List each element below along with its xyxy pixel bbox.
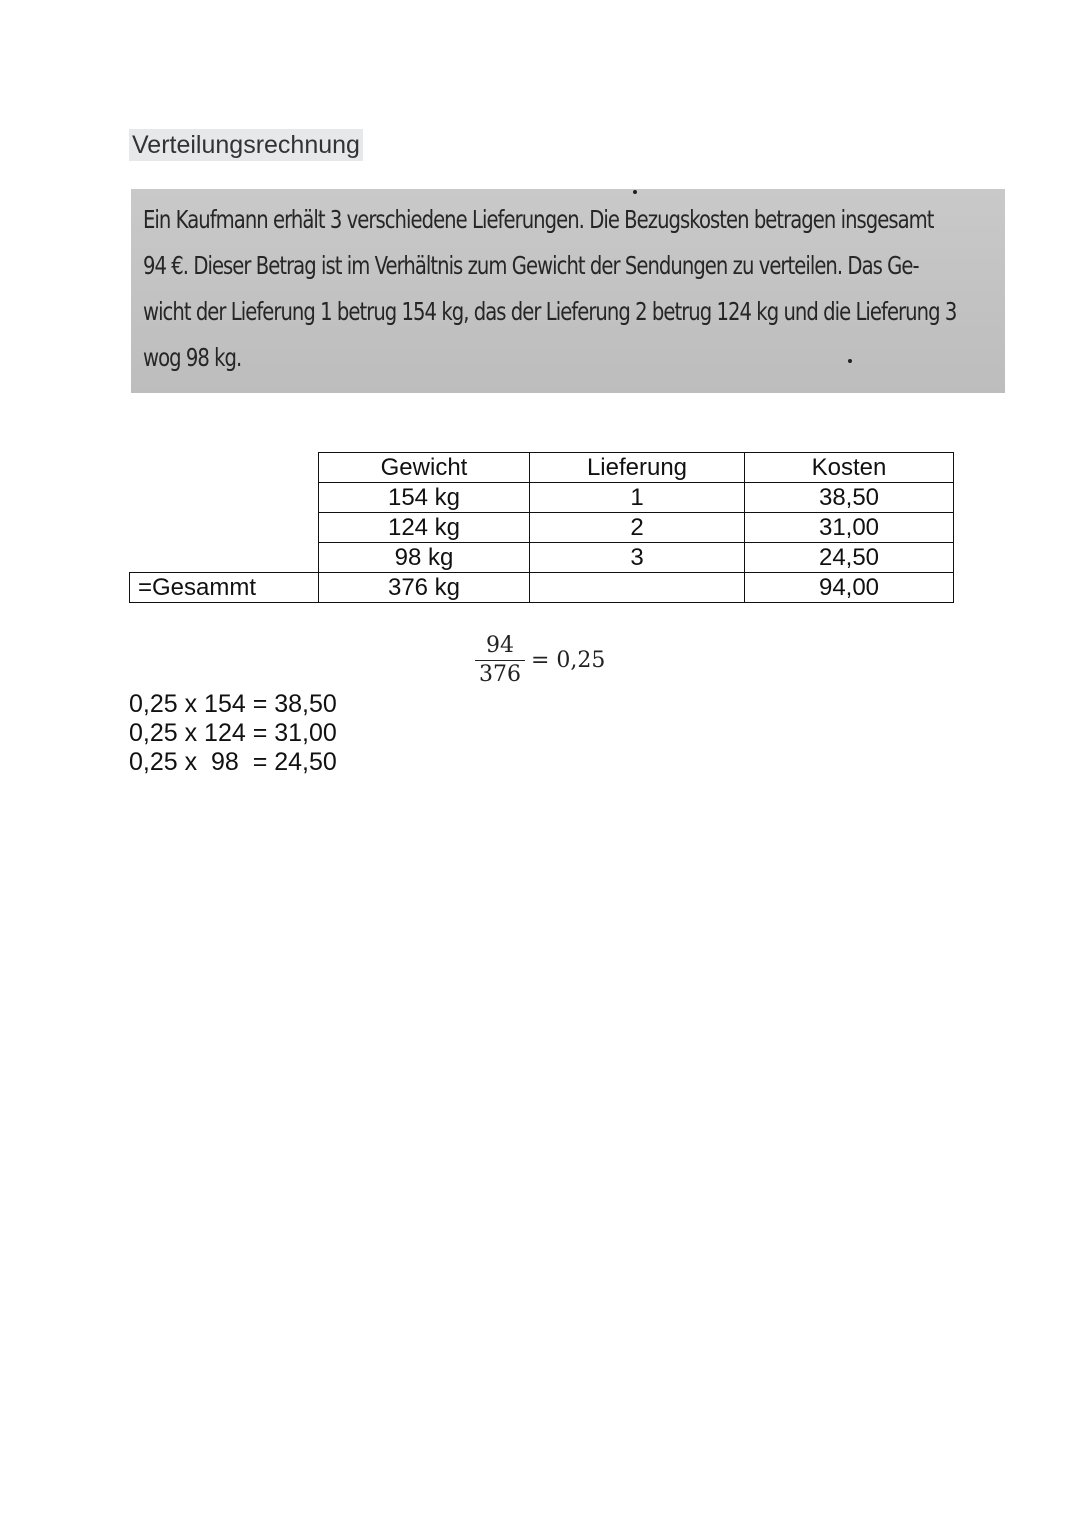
calculation-line: 0,25 x 154 = 38,50 [129,690,337,718]
cell-gewicht: 124 kg [319,513,530,543]
calculation-list [129,690,337,777]
cell-kosten: 24,50 [745,543,954,573]
header-gewicht: Gewicht [319,453,530,483]
table-total-row [130,573,954,603]
cell-lieferung: 2 [530,513,745,543]
photo-speck [633,190,637,194]
cell-gewicht: 154 kg [319,483,530,513]
header-lieferung: Lieferung [530,453,745,483]
cell-kosten: 38,50 [745,483,954,513]
calculation-line: 0,25 x 124 = 31,00 [129,719,337,747]
cell-lieferung: 1 [530,483,745,513]
table-row [130,483,954,513]
empty-cell [130,483,319,513]
fraction-denominator: 376 [475,660,525,689]
cell-kosten: 31,00 [745,513,954,543]
total-kosten: 94,00 [745,573,954,603]
problem-line: wicht der Lieferung 1 betrug 154 kg, das der Lieferung 2 betrug 124 kg und die Lieferung 3 [143,297,957,326]
photo-speck [848,359,852,363]
problem-photo [131,189,1005,393]
table-header-row [130,453,954,483]
header-kosten: Kosten [745,453,954,483]
total-lieferung [530,573,745,603]
table-row [130,513,954,543]
table-row [130,543,954,573]
empty-cell [130,543,319,573]
problem-line: wog 98 kg. [143,343,242,372]
fraction-result: = 0,25 [531,648,606,673]
page-title: Verteilungsrechnung [129,129,363,161]
total-gewicht: 376 kg [319,573,530,603]
empty-cell [130,513,319,543]
problem-line: Ein Kaufmann erhält 3 verschiedene Lieferungen. Die Bezugskosten betragen insgesamt [143,205,934,234]
calculation-line: 0,25 x 98 = 24,50 [129,748,337,776]
total-label: =Gesammt [130,573,319,603]
fraction-numerator: 94 [486,633,514,658]
cell-gewicht: 98 kg [319,543,530,573]
cell-lieferung: 3 [530,543,745,573]
distribution-table [129,452,954,603]
empty-cell [130,453,319,483]
fraction-formula [475,632,605,689]
problem-line: 94 €. Dieser Betrag ist im Verhältnis zum Gewicht der Sendungen zu verteilen. Das Ge- [143,251,919,280]
